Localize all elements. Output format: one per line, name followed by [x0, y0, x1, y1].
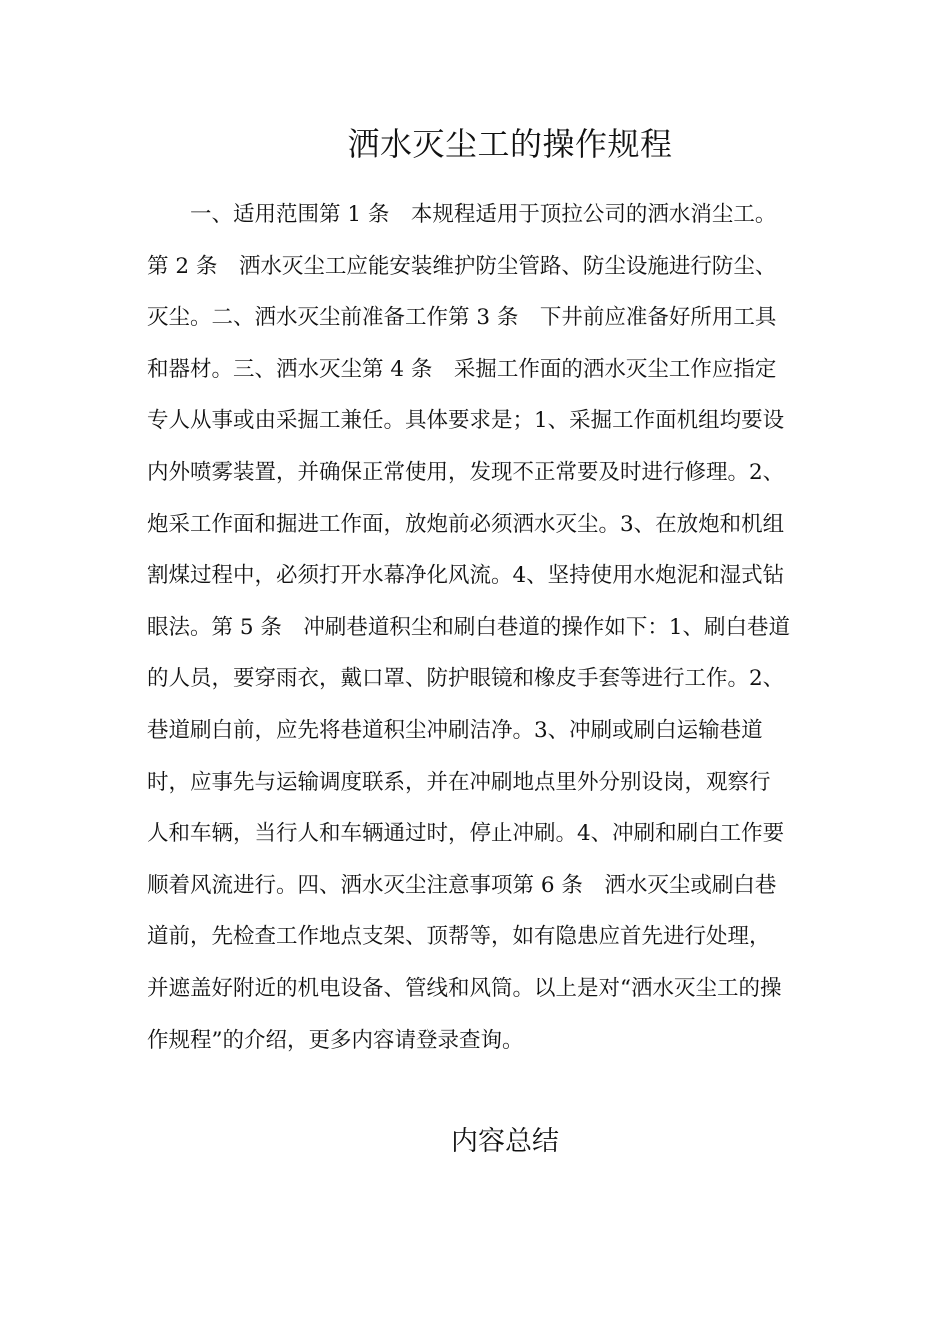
body-line: 第 2 条 洒水灭尘工应能安装维护防尘管路、防尘设施进行防尘、: [147, 253, 777, 279]
body-line: 内外喷雾装置，并确保正常使用，发现不正常要及时进行修理。2、: [147, 459, 785, 485]
body-line: 作规程”的介绍，更多内容请登录查询。: [147, 1027, 524, 1053]
body-line: 灭尘。二、洒水灭尘前准备工作第 3 条 下井前应准备好所用工具: [147, 305, 777, 331]
body-line: 时，应事先与运输调度联系，并在冲刷地点里外分别设岗，观察行: [147, 769, 771, 795]
body-line: 顺着风流进行。四、洒水灭尘注意事项第 6 条 洒水灭尘或刷白巷: [147, 872, 777, 898]
body-line: 眼法。第 5 条 冲刷巷道积尘和刷白巷道的操作如下：1、刷白巷道: [147, 614, 791, 640]
body-line: 的人员，要穿雨衣，戴口罩、防护眼镜和橡皮手套等进行工作。2、: [147, 666, 785, 692]
body-line: 并遮盖好附近的机电设备、管线和风筒。以上是对“洒水灭尘工的操: [147, 975, 782, 1001]
document-title: 洒水灭尘工的操作规程: [347, 125, 673, 163]
body-line: 割煤过程中，必须打开水幕净化风流。4、坚持使用水炮泥和湿式钻: [147, 563, 785, 589]
body-line: 专人从事或由采掘工兼任。具体要求是；1、采掘工作面机组均要设: [147, 408, 785, 434]
body-line: 炮采工作面和掘进工作面，放炮前必须洒水灭尘。3、在放炮和机组: [147, 511, 785, 537]
body-line: 人和车辆，当行人和车辆通过时，停止冲刷。4、冲刷和刷白工作要: [147, 821, 785, 847]
body-line: 一、适用范围第 1 条 本规程适用于顶拉公司的洒水消尘工。: [190, 202, 777, 227]
summary-heading: 内容总结: [451, 1126, 559, 1157]
body-line: 道前，先检查工作地点支架、顶帮等，如有隐患应首先进行处理，: [147, 924, 771, 950]
document-body: [147, 196, 817, 1073]
body-line: 和器材。三、洒水灭尘第 4 条 采掘工作面的洒水灭尘工作应指定: [147, 356, 777, 382]
body-line: 巷道刷白前，应先将巷道积尘冲刷洁净。3、冲刷或刷白运输巷道: [147, 717, 763, 743]
